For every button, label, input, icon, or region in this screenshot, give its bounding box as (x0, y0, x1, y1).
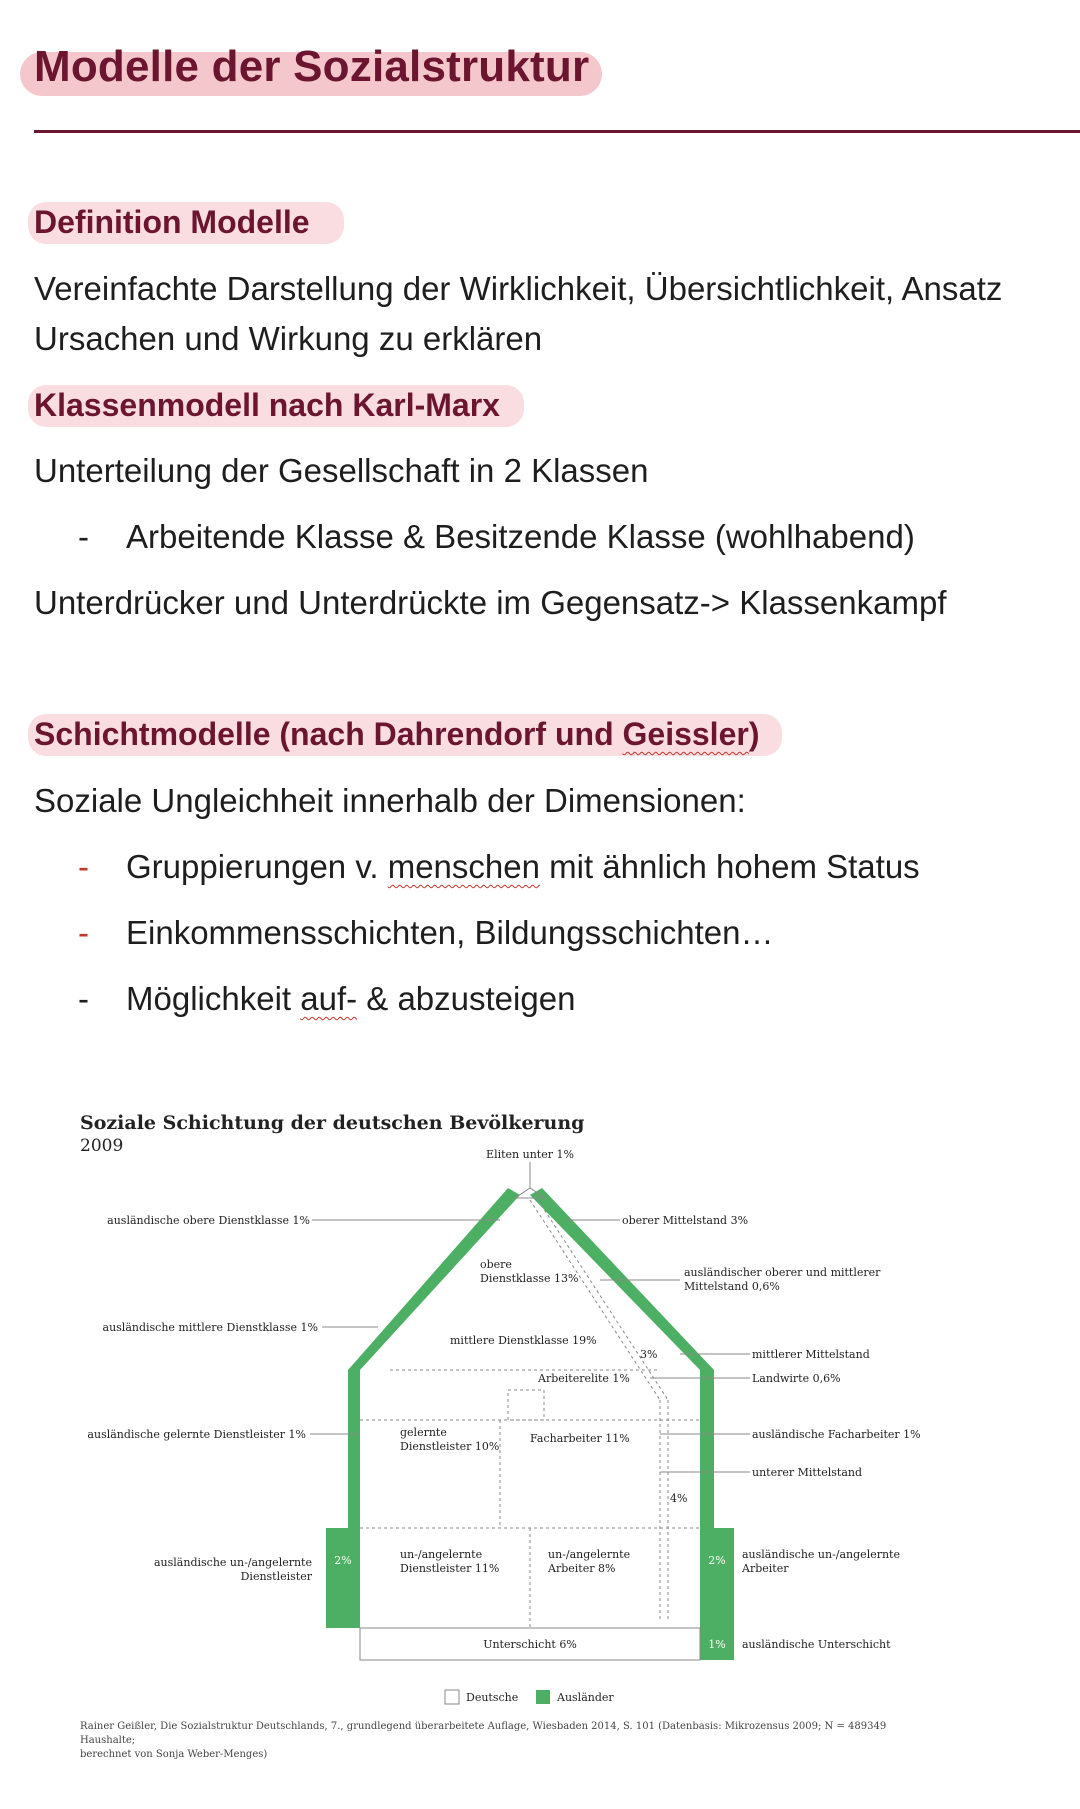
page-title: Modelle der Sozialstruktur (34, 42, 590, 91)
label-unterer-mittelstand: unterer Mittelstand (752, 1466, 863, 1479)
schicht-line-1: Soziale Ungleichheit innerhalb der Dimensionen: (34, 782, 746, 819)
bullet-dash: - (78, 848, 89, 885)
marx-bullet-1: Arbeitende Klasse & Besitzende Klasse (wohlhabend) (126, 518, 915, 555)
marx-line-2: Unterdrücker und Unterdrückte im Gegensatz-> Klassenkampf (34, 584, 947, 621)
label-gelernte-2: Dienstleister 10% (400, 1440, 500, 1453)
label-mittlerer-mittelstand: mittlerer Mittelstand (752, 1348, 870, 1361)
label-gelernte-1: gelernte (400, 1426, 447, 1439)
label-eliten: Eliten unter 1% (486, 1148, 574, 1161)
bullet-dash: - (78, 914, 89, 951)
schicht-bullet-2: Einkommensschichten, Bildungsschichten… (126, 914, 774, 951)
title-divider (34, 130, 1080, 133)
leader-lines (310, 1162, 750, 1472)
label-ausl-gelernte-dienstleister: ausländische gelernte Dienstleister 1% (87, 1428, 306, 1441)
label-pct-3: 3% (640, 1348, 658, 1361)
label-ausl-unangelernte-dienstleister-2: Dienstleister (240, 1570, 312, 1583)
legend-auslaender: Ausländer (557, 1691, 614, 1704)
label-unangelernte-dienst-2: Dienstleister 11% (400, 1562, 500, 1575)
label-landwirte: Landwirte 0,6% (752, 1372, 841, 1385)
label-ausl-unangelernte-arbeiter-2: Arbeiter (742, 1562, 789, 1575)
label-ausl-unangelernte-dienstleister-1: ausländische un-/angelernte (154, 1556, 312, 1569)
label-ausl-oberer-mittlerer-2: Mittelstand 0,6% (684, 1280, 780, 1293)
schicht-bullet-3: Möglichkeit auf- & abzusteigen (126, 980, 576, 1017)
label-ausl-facharbeiter: ausländische Facharbeiter 1% (752, 1428, 921, 1441)
stratification-figure (60, 1100, 1070, 1780)
figure-year: 2009 (80, 1136, 124, 1156)
label-oberer-mittelstand: oberer Mittelstand 3% (622, 1214, 749, 1227)
label-pct-2-left: 2% (334, 1554, 352, 1567)
label-obere-dienstklasse-1: obere (480, 1258, 512, 1271)
definition-line-2: Ursachen und Wirkung zu erklären (34, 320, 543, 357)
heading-marx: Klassenmodell nach Karl-Marx (34, 387, 500, 423)
house-diagram (60, 1100, 1070, 1780)
label-ausl-mittlere-dienstklasse: ausländische mittlere Dienstklasse 1% (102, 1321, 318, 1334)
label-pct-1: 1% (708, 1638, 726, 1651)
label-unterschicht: Unterschicht 6% (483, 1638, 577, 1651)
schicht-bullet-1: Gruppierungen v. menschen mit ähnlich hohem Status (126, 848, 920, 885)
label-unangelernte-arbeiter-1: un-/angelernte (548, 1548, 631, 1561)
german-population-outline (360, 1188, 700, 1660)
label-ausl-obere-dienstklasse: ausländische obere Dienstklasse 1% (107, 1214, 310, 1227)
heading-schicht: Schichtmodelle (nach Dahrendorf und Geissler) (34, 716, 760, 752)
label-unangelernte-dienst-1: un-/angelernte (400, 1548, 483, 1561)
label-arbeiterelite: Arbeiterelite 1% (538, 1372, 630, 1385)
label-obere-dienstklasse-2: Dienstklasse 13% (480, 1272, 579, 1285)
legend-swatch-deutsche (445, 1690, 459, 1704)
definition-line-1: Vereinfachte Darstellung der Wirklichkeit, Übersichtlichkeit, Ansatz (34, 270, 1003, 307)
marx-line-1: Unterteilung der Gesellschaft in 2 Klassen (34, 452, 649, 489)
label-facharbeiter: Facharbeiter 11% (530, 1432, 630, 1445)
legend-deutsche: Deutsche (466, 1691, 519, 1704)
label-ausl-unangelernte-arbeiter-1: ausländische un-/angelernte (742, 1548, 900, 1561)
label-pct-2-right: 2% (708, 1554, 726, 1567)
figure-legend (445, 1690, 614, 1704)
bullet-dash: - (78, 518, 89, 555)
label-unangelernte-arbeiter-2: Arbeiter 8% (548, 1562, 616, 1575)
legend-swatch-auslaender (536, 1690, 550, 1704)
label-ausl-unterschicht: ausländische Unterschicht (742, 1638, 891, 1651)
bullet-dash: - (78, 980, 89, 1017)
label-mittlere-dienstklasse: mittlere Dienstklasse 19% (450, 1334, 597, 1347)
heading-definition: Definition Modelle (34, 204, 310, 240)
figure-source: Rainer Geißler, Die Sozialstruktur Deutschlands, 7., grundlegend überarbeitete Auflage, Wiesbaden 2014, S. 101 (Datenbasis: Mikrozensus 2009; N = 489349 Haushalte; berechnet von Sonja Weber-Menges) (80, 1721, 887, 1760)
figure-title: Soziale Schichtung der deutschen Bevölkerung (80, 1112, 585, 1134)
label-ausl-oberer-mittlerer-1: ausländischer oberer und mittlerer (684, 1266, 881, 1279)
label-pct-4: 4% (670, 1492, 688, 1505)
